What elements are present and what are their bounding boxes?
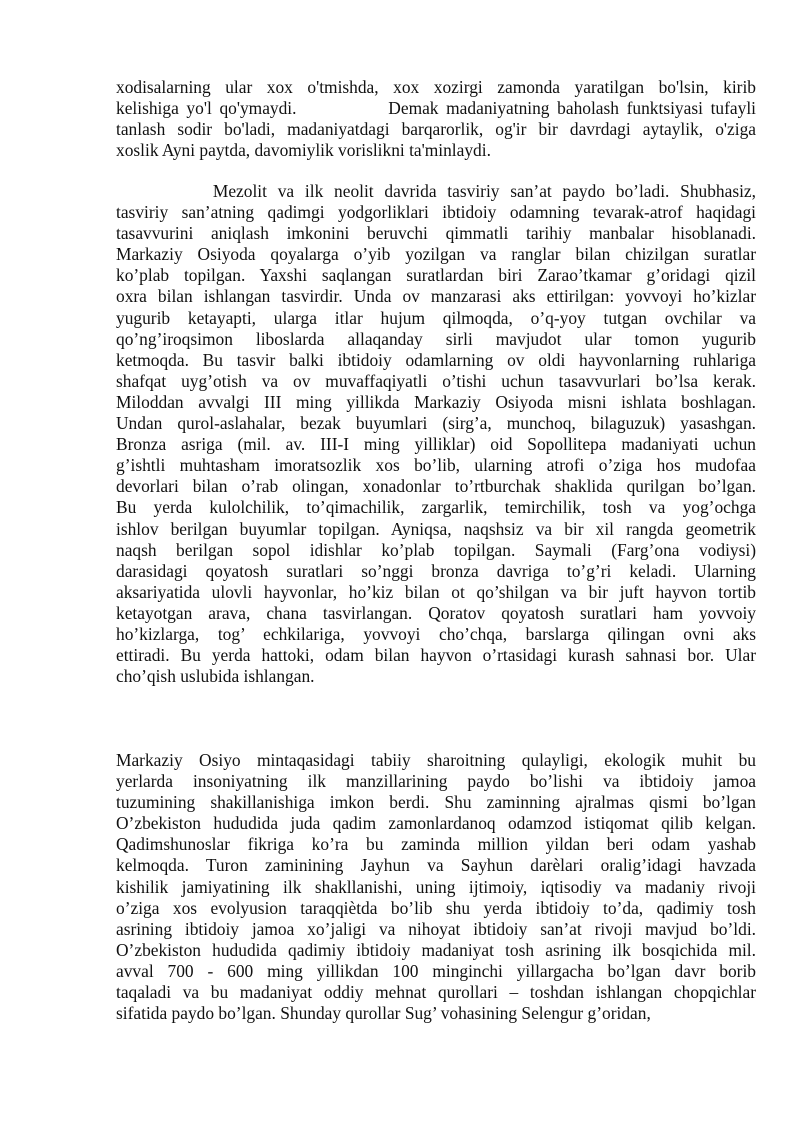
text-line: tasavvurini aniqlash imkonini beruvchi qimmatli tarihiy manbalar hisoblanadi. [116,223,756,244]
text-line: avval 700 - 600 ming yillikdan 100 minginchi yillargacha bo’lgan davr borib [116,960,756,981]
text-line: yugurib ketayapti, ularga itlar hujum qilmoqda, o’q-yoy tutgan ovchilar va [116,307,756,328]
text-line: ko’plab topilgan. Yaxshi saqlangan suratlardan biri Zarao’tkamar g’oridagi qizil [116,265,756,286]
text-line: oxra bilan ishlangan tasvirdir. Unda ov manzarasi aks ettirilgan: yovvoyi ho’kizlar [116,286,756,307]
text-line: qo’ng’iroqsimon liboslarda allaqanday sirli mavjudot ular tomon yugurib [116,328,756,349]
text-line: asrining ibtidoiy jamoa xo’jaligi va nihoyat ibtidoiy san’at rivoji mavjud bo’ldi. [116,918,756,939]
paragraph-1 [116,77,756,161]
text-line: Undan qurol-aslahalar, bezak buyumlari (sirg’a, munchoq, bilaguzuk) yasashgan. [116,413,756,434]
text-line: g’ishtli muhtasham imoratsozlik xos bo’lib, ularning atrofi o’ziga hos mudofaa [116,455,756,476]
text-line: sifatida paydo bo’lgan. Shunday qurollar Sug’ vohasining Selengur g’oridan, [116,1003,651,1024]
text-line: tuzumining shakillanishiga imkon berdi. Shu zaminning ajralmas qismi bo’lgan [116,792,756,813]
text-line: o’ziga xos evolyusion taraqqiètda bo’lib shu yerda ibtidoiy to’da, qadimiy tosh [116,897,756,918]
text-line: tanlash sodir bo'ladi, madaniyatdagi barqarorlik, og'ir bir davrdagi aytaylik, o'ziga [116,119,756,140]
text-line: ketayotgan arava, chana tasvirlangan. Qoratov qoyatosh suratlari ham yovvoiy [116,602,756,623]
text-line: Bronza asriga (mil. av. III-I ming yilliklar) oid Sopollitepa madaniyati uchun [116,434,756,455]
text-line: cho’qish uslubida ishlangan. [116,666,315,687]
text-line: Markaziy Osiyoda qoyalarga o’yib yozilgan va ranglar bilan chizilgan suratlar [116,244,756,265]
text-line: kelmoqda. Turon zaminining Jayhun va Sayhun darèlari oralig’idagi havzada [116,855,756,876]
text-line: xoslik Ayni paytda, davomiylik vorislikni ta'minlaydi. [116,140,491,161]
text-line: ho’kizlarga, tog’ echkilariga, yovvoyi cho’chqa, barslarga qilingan ovni aks [116,623,756,644]
text-line: Mezolit va ilk neolit davrida tasviriy san’at paydo bo’ladi. Shubhasiz, [116,181,756,201]
text-line: O’zbekiston hududida juda qadim zamonlardanoq odamzod istiqomat qilib kelgan. [116,813,756,834]
text-line: ketmoqda. Bu tasvir balki ibtidoiy odamlarning ov oldi hayvonlarning ruhlariga [116,349,756,370]
paragraph-2 [116,181,756,687]
text-line: Markaziy Osiyo mintaqasidagi tabiiy sharoitning qulayligi, ekologik muhit bu [116,750,756,770]
text-line: O’zbekiston hududida qadimiy ibtidoiy madaniyat tosh asrining ilk bosqichida mil. [116,939,756,960]
text-line: Bu yerda kulolchilik, to’qimachilik, zargarlik, temirchilik, tosh va yog’ochga [116,497,756,518]
paragraph-3 [116,750,756,1024]
text-line: Miloddan avvalgi III ming yillikda Markaziy Osiyoda misni ishlata boshlagan. [116,391,756,412]
text-line: darasidagi qoyatosh suratlari so’nggi bronza davriga to’g’ri keladi. Ularning [116,560,756,581]
text-line: ettiradi. Bu yerda hattoki, odam bilan hayvon o’rtasidagi kurash sahnasi bor. Ular [116,645,756,666]
text-line: kishilik jamiyatining ilk shakllanishi, uning ijtimoiy, iqtisodiy va madaniy rivoji [116,876,756,897]
text-line: naqsh berilgan sopol idishlar ko’plab topilgan. Saymali (Farg’ona vodiysi) [116,539,756,560]
text-line: yerlarda insoniyatning ilk manzillarining paydo bo’lishi va ibtidoiy jamoa [116,771,756,792]
text-line: devorlari bilan o’rab olingan, xonadonlar to’rtburchak shaklida qurilgan bo’lgan. [116,476,756,497]
text-line: shafqat uyg’otish va ov muvaffaqiyatli o’tishi uchun tasavvurlari bo’lsa kerak. [116,370,756,391]
text-line: ishlov berilgan buyumlar topilgan. Ayniqsa, naqshsiz va bir xil rangda geometrik [116,518,756,539]
text-line: Qadimshunoslar fikriga ko’ra bu zaminda million yildan beri odam yashab [116,834,756,855]
text-line: xodisalarning ular xox o'tmishda, xox xozirgi zamonda yaratilgan bo'lsin, kirib [116,77,756,97]
text-line: aksariyatida ulovli hayvonlar, ho’kiz bilan ot qo’shilgan va bir juft hayvon tortib [116,581,756,602]
text-line: taqaladi va bu madaniyat oddiy mehnat qurollari – toshdan ishlangan chopqichlar [116,982,756,1003]
text-line: kelishiga yo'l qo'ymaydi. Demak madaniyatning baholash funktsiyasi tufayli [116,98,756,119]
text-line: tasviriy san’atning qadimgi yodgorliklari ibtidoiy odamning tevarak-atrof haqidagi [116,202,756,223]
